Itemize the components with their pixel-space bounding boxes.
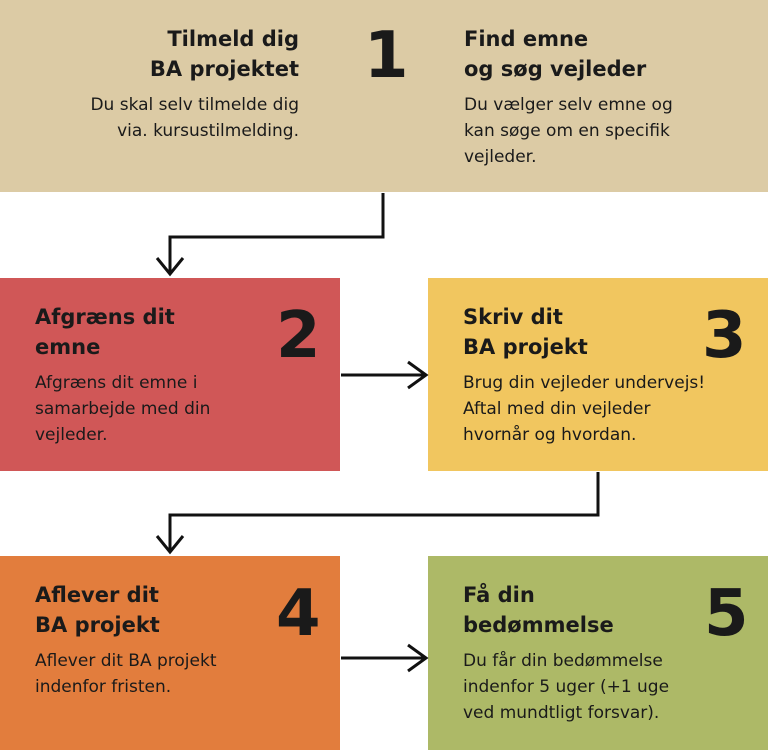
text-line: ved mundtligt forsvar). <box>463 703 660 723</box>
text-line: hvornår og hvordan. <box>463 425 637 445</box>
text-line: Du vælger selv emne og <box>464 95 673 115</box>
text-line: indenfor 5 uger (+1 uge <box>463 677 670 697</box>
step-5-number: 5 <box>704 577 749 651</box>
text-line: og søg vejleder <box>464 57 647 81</box>
text-line: Du skal selv tilmelde dig <box>90 95 299 115</box>
text-line: Find emne <box>464 27 589 51</box>
arrow-1-to-2 <box>157 193 383 274</box>
text-line: emne <box>35 335 101 359</box>
text-line: Tilmeld dig <box>167 27 299 51</box>
step-3-number: 3 <box>702 299 747 373</box>
text-line: Du får din bedømmelse <box>463 651 663 671</box>
arrow-2-to-3 <box>341 362 426 388</box>
step-4-number: 4 <box>276 577 321 651</box>
text-line: via. kursustilmelding. <box>117 121 299 141</box>
text-line: BA projekt <box>35 613 160 637</box>
step-2-number: 2 <box>276 299 321 373</box>
arrow-3-to-4 <box>157 472 598 552</box>
text-line: BA projektet <box>149 57 299 81</box>
text-line: indenfor fristen. <box>35 677 172 697</box>
text-line: Brug din vejleder undervejs! <box>463 373 706 393</box>
text-line: Afgræns dit emne i <box>35 373 198 393</box>
text-line: vejleder. <box>35 425 108 445</box>
step-1-number: 1 <box>364 19 409 93</box>
text-line: vejleder. <box>464 147 537 167</box>
text-line: Aftal med din vejleder <box>463 399 651 419</box>
text-line: BA projekt <box>463 335 588 359</box>
text-line: Afgræns dit <box>35 305 175 329</box>
text-line: Aflever dit BA projekt <box>35 651 217 671</box>
arrow-4-to-5 <box>341 645 426 671</box>
text-line: kan søge om en specifik <box>464 121 670 141</box>
text-line: Aflever dit <box>35 583 159 607</box>
text-line: Skriv dit <box>463 305 563 329</box>
text-line: samarbejde med din <box>35 399 211 419</box>
text-line: bedømmelse <box>463 613 614 637</box>
text-line: Få din <box>463 583 535 607</box>
